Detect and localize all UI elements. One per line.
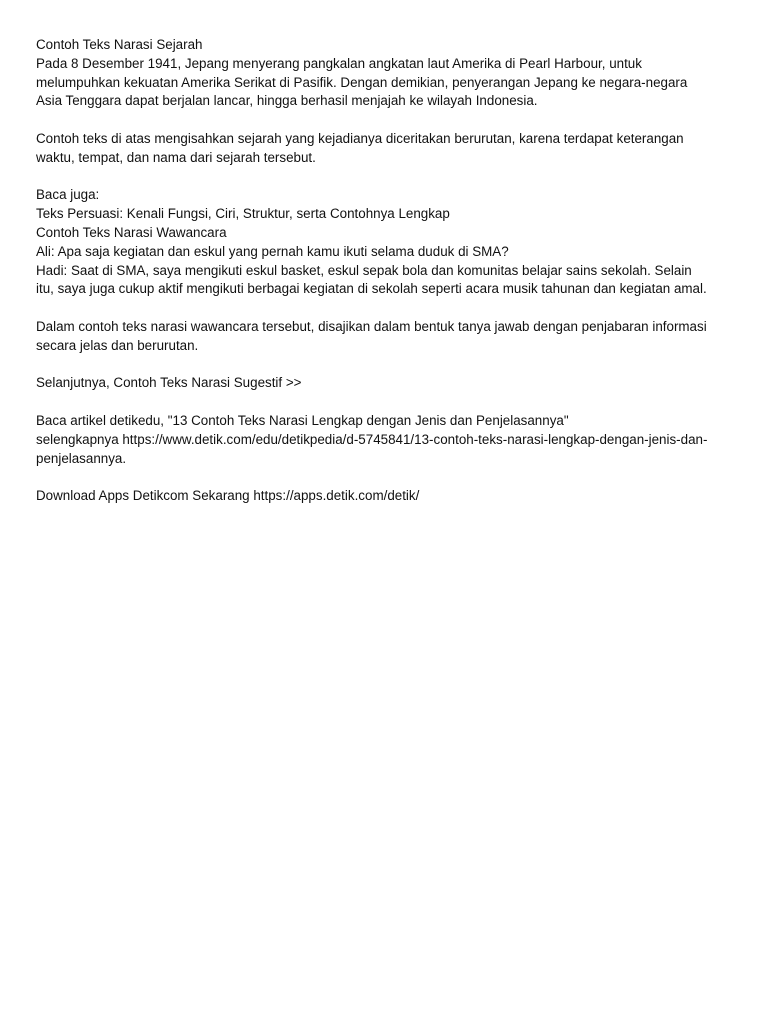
section-title-wawancara: Contoh Teks Narasi Wawancara: [36, 224, 227, 240]
section-title-sejarah: Contoh Teks Narasi Sejarah: [36, 37, 203, 52]
paragraph-line: waktu, tempat, dan nama dari sejarah tersebut.: [36, 149, 316, 165]
paragraph-gap: [36, 393, 736, 412]
paragraph-gap: [36, 468, 736, 487]
dialog-line: Ali: Apa saja kegiatan dan eskul yang pernah kamu ikuti selama duduk di SMA?: [36, 243, 509, 259]
paragraph-line: Dalam contoh teks narasi wawancara tersebut, disajikan dalam bentuk tanya jawab dengan penjabaran informasi: [36, 318, 707, 334]
paragraph-gap: [36, 111, 736, 130]
next-article-link[interactable]: Selanjutnya, Contoh Teks Narasi Sugestif >>: [36, 375, 302, 391]
related-label: Baca juga:: [36, 187, 100, 203]
paragraph-gap: [36, 356, 736, 375]
paragraph-line: melumpuhkan kekuatan Amerika Serikat di Pasifik. Dengan demikian, penyerangan Jepang ke negara-negara: [36, 74, 688, 90]
section-narasi-wawancara: [36, 224, 736, 299]
dialog-line: itu, saya juga cukup aktif mengikuti berbagai kegiatan di sekolah seperti acara musik tahunan dan kegiatan amal.: [36, 281, 707, 297]
dialog-line: Hadi: Saat di SMA, saya mengikuti eskul basket, eskul sepak bola dan komunitas belajar sains sekolah. Selain: [36, 262, 692, 278]
explanation-paragraph-2: [36, 318, 736, 356]
source-url-line[interactable]: penjelasannya.: [36, 450, 127, 466]
paragraph-gap: [36, 168, 736, 187]
paragraph-line: secara jelas dan berurutan.: [36, 337, 199, 353]
download-app-link[interactable]: Download Apps Detikcom Sekarang https://apps.detik.com/detik/: [36, 488, 420, 504]
source-attribution: [36, 412, 736, 468]
document-page: [36, 36, 736, 506]
source-url-line[interactable]: selengkapnya https://www.detik.com/edu/detikpedia/d-5745841/13-contoh-teks-narasi-lengkap-dengan-jenis-dan-: [36, 431, 708, 447]
section-narasi-sejarah: [36, 36, 736, 111]
explanation-paragraph-1: [36, 130, 736, 168]
related-link[interactable]: Teks Persuasi: Kenali Fungsi, Ciri, Struktur, serta Contohnya Lengkap: [36, 206, 450, 222]
paragraph-line: Pada 8 Desember 1941, Jepang menyerang pangkalan angkatan laut Amerika di Pearl Harbour, untuk: [36, 55, 642, 71]
paragraph-line: Asia Tenggara dapat berjalan lancar, hingga berhasil menjajah ke wilayah Indonesia.: [36, 93, 538, 109]
paragraph-line: Contoh teks di atas mengisahkan sejarah yang kejadianya diceritakan berurutan, karena terdapat keterangan: [36, 130, 684, 146]
source-line: Baca artikel detikedu, "13 Contoh Teks Narasi Lengkap dengan Jenis dan Penjelasannya": [36, 412, 569, 428]
related-articles: [36, 186, 736, 224]
paragraph-gap: [36, 299, 736, 318]
